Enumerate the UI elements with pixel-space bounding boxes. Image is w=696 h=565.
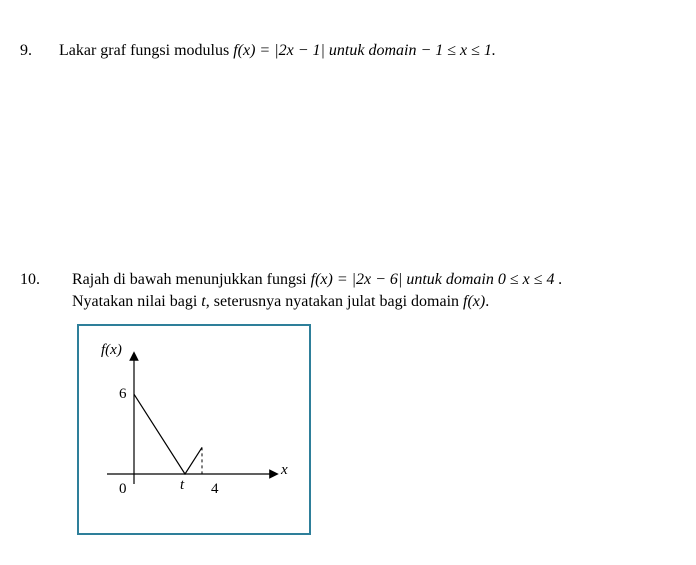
t-label: t bbox=[180, 477, 185, 493]
origin-label: 0 bbox=[119, 481, 127, 497]
q10-t-var: t bbox=[201, 293, 206, 310]
q10-domain: untuk domain 0 ≤ x ≤ 4 . bbox=[406, 271, 563, 288]
q10-number: 10. bbox=[20, 271, 40, 288]
y-tick-6: 6 bbox=[119, 386, 127, 402]
q10-line1-text: Rajah di bawah menunjukkan fungsi bbox=[72, 271, 307, 288]
q9-question bbox=[59, 42, 496, 60]
q9-text: Lakar graf fungsi modulus bbox=[59, 42, 230, 59]
graph-svg bbox=[79, 326, 309, 533]
y-axis-label: f(x) bbox=[101, 342, 122, 358]
q10-formula: f(x) = |2x − 6| bbox=[310, 271, 403, 288]
q10-line2-rest: , seterusnya nyatakan julat bagi domain bbox=[205, 293, 460, 310]
q10-line2 bbox=[72, 293, 489, 311]
q10-line2-text: Nyatakan nilai bagi bbox=[72, 293, 198, 310]
graph-figure bbox=[77, 324, 311, 535]
q9-formula: f(x) = |2x − 1| bbox=[233, 42, 325, 59]
function-curve bbox=[134, 394, 202, 474]
q9-number: 9. bbox=[20, 42, 32, 59]
q10-line2-end: . bbox=[485, 293, 490, 310]
q10-line1 bbox=[72, 271, 563, 289]
q9-domain: untuk domain − 1 ≤ x ≤ 1. bbox=[328, 42, 496, 59]
x-tick-4: 4 bbox=[211, 481, 219, 497]
q10-func: f(x) bbox=[463, 293, 486, 310]
x-axis-label: x bbox=[281, 462, 288, 478]
